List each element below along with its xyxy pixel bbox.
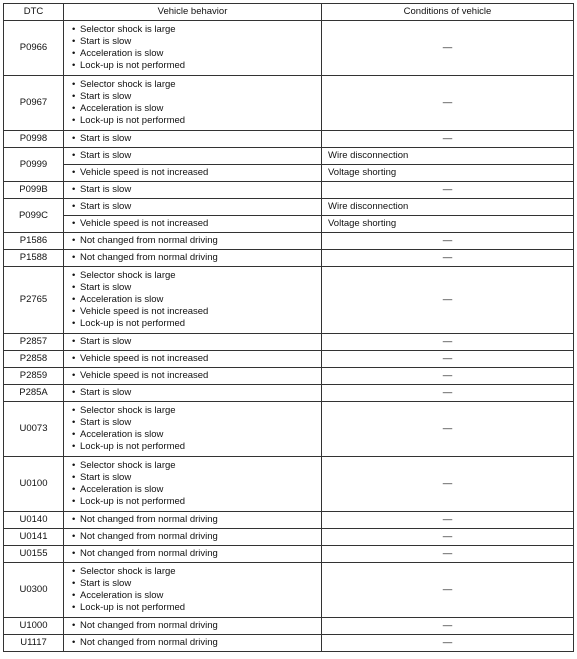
table-row xyxy=(4,635,574,652)
behavior-item: • Selector shock is large xyxy=(70,405,315,417)
dtc-code: P0998 xyxy=(4,131,64,148)
behavior-item: • Vehicle speed is not increased xyxy=(70,370,315,382)
table-row xyxy=(4,618,574,635)
behavior-item: • Lock-up is not performed xyxy=(70,318,315,330)
dtc-code: U0073 xyxy=(4,402,64,457)
vehicle-condition-cell: — xyxy=(322,635,574,652)
dtc-code: U1117 xyxy=(4,635,64,652)
behavior-list xyxy=(70,184,315,196)
table-row xyxy=(4,334,574,351)
behavior-item: • Start is slow xyxy=(70,36,315,48)
table-row xyxy=(4,148,574,165)
vehicle-condition-cell: — xyxy=(322,267,574,334)
table-row xyxy=(4,131,574,148)
table-row xyxy=(4,165,574,182)
behavior-list xyxy=(70,235,315,247)
vehicle-condition-cell: — xyxy=(322,131,574,148)
dtc-code: U1000 xyxy=(4,618,64,635)
table-row xyxy=(4,216,574,233)
vehicle-condition-cell: — xyxy=(322,546,574,563)
vehicle-behavior-cell xyxy=(64,385,322,402)
dtc-code: P099C xyxy=(4,199,64,233)
dtc-code: P1586 xyxy=(4,233,64,250)
behavior-item: • Selector shock is large xyxy=(70,79,315,91)
vehicle-behavior-cell xyxy=(64,250,322,267)
vehicle-behavior-cell xyxy=(64,529,322,546)
table-row xyxy=(4,76,574,131)
vehicle-behavior-cell xyxy=(64,351,322,368)
behavior-item: • Start is slow xyxy=(70,91,315,103)
behavior-list xyxy=(70,387,315,399)
header-row xyxy=(4,4,574,21)
behavior-item: • Selector shock is large xyxy=(70,566,315,578)
table-row xyxy=(4,529,574,546)
behavior-item: • Not changed from normal driving xyxy=(70,531,315,543)
dtc-code: U0141 xyxy=(4,529,64,546)
behavior-item: • Vehicle speed is not increased xyxy=(70,353,315,365)
table-row xyxy=(4,402,574,457)
table-row xyxy=(4,351,574,368)
dtc-code: U0300 xyxy=(4,563,64,618)
behavior-item: • Lock-up is not performed xyxy=(70,602,315,614)
table-row xyxy=(4,267,574,334)
header-vehicle-behavior: Vehicle behavior xyxy=(64,4,322,21)
table-row xyxy=(4,368,574,385)
behavior-item: • Start is slow xyxy=(70,417,315,429)
vehicle-behavior-cell xyxy=(64,546,322,563)
vehicle-condition-cell: — xyxy=(322,512,574,529)
dtc-code: P2857 xyxy=(4,334,64,351)
behavior-item: • Vehicle speed is not increased xyxy=(70,306,315,318)
vehicle-condition-cell: — xyxy=(322,334,574,351)
vehicle-condition-cell: — xyxy=(322,351,574,368)
behavior-list xyxy=(70,548,315,560)
vehicle-condition-cell: Wire disconnection xyxy=(322,199,574,216)
dtc-code: P0999 xyxy=(4,148,64,182)
table-row xyxy=(4,563,574,618)
vehicle-behavior-cell xyxy=(64,76,322,131)
behavior-list xyxy=(70,620,315,632)
vehicle-behavior-cell xyxy=(64,216,322,233)
behavior-item: • Start is slow xyxy=(70,282,315,294)
behavior-list xyxy=(70,353,315,365)
vehicle-behavior-cell xyxy=(64,21,322,76)
vehicle-behavior-cell xyxy=(64,368,322,385)
dtc-code: P099B xyxy=(4,182,64,199)
dtc-code: P0967 xyxy=(4,76,64,131)
vehicle-behavior-cell xyxy=(64,131,322,148)
table-row xyxy=(4,457,574,512)
header-dtc: DTC xyxy=(4,4,64,21)
vehicle-behavior-cell xyxy=(64,182,322,199)
behavior-item: • Start is slow xyxy=(70,184,315,196)
vehicle-condition-cell: — xyxy=(322,563,574,618)
table-row xyxy=(4,199,574,216)
table-row xyxy=(4,385,574,402)
behavior-item: • Start is slow xyxy=(70,336,315,348)
behavior-item: • Lock-up is not performed xyxy=(70,115,315,127)
vehicle-behavior-cell xyxy=(64,148,322,165)
behavior-item: • Start is slow xyxy=(70,387,315,399)
table-row xyxy=(4,546,574,563)
behavior-item: • Start is slow xyxy=(70,133,315,145)
vehicle-condition-cell: — xyxy=(322,250,574,267)
vehicle-condition-cell: — xyxy=(322,402,574,457)
vehicle-condition-cell: Voltage shorting xyxy=(322,165,574,182)
behavior-item: • Selector shock is large xyxy=(70,270,315,282)
vehicle-condition-cell: — xyxy=(322,182,574,199)
behavior-list xyxy=(70,563,315,617)
behavior-item: • Acceleration is slow xyxy=(70,590,315,602)
behavior-list xyxy=(70,201,315,213)
behavior-list xyxy=(70,637,315,649)
vehicle-condition-cell: — xyxy=(322,368,574,385)
vehicle-condition-cell: — xyxy=(322,618,574,635)
vehicle-behavior-cell xyxy=(64,457,322,512)
dtc-code: U0100 xyxy=(4,457,64,512)
behavior-list xyxy=(70,21,315,75)
behavior-item: • Not changed from normal driving xyxy=(70,514,315,526)
dtc-code: P2858 xyxy=(4,351,64,368)
behavior-item: • Start is slow xyxy=(70,150,315,162)
dtc-code: P0966 xyxy=(4,21,64,76)
behavior-item: • Lock-up is not performed xyxy=(70,441,315,453)
table-row xyxy=(4,233,574,250)
behavior-item: • Start is slow xyxy=(70,201,315,213)
behavior-list xyxy=(70,336,315,348)
table-row xyxy=(4,21,574,76)
behavior-list xyxy=(70,457,315,511)
behavior-item: • Acceleration is slow xyxy=(70,429,315,441)
behavior-item: • Not changed from normal driving xyxy=(70,235,315,247)
vehicle-condition-cell: — xyxy=(322,76,574,131)
behavior-list xyxy=(70,267,315,333)
vehicle-behavior-cell xyxy=(64,512,322,529)
behavior-item: • Start is slow xyxy=(70,578,315,590)
behavior-list xyxy=(70,402,315,456)
behavior-item: • Lock-up is not performed xyxy=(70,496,315,508)
vehicle-condition-cell: — xyxy=(322,21,574,76)
dtc-code: U0155 xyxy=(4,546,64,563)
behavior-item: • Acceleration is slow xyxy=(70,294,315,306)
header-conditions: Conditions of vehicle xyxy=(322,4,574,21)
vehicle-behavior-cell xyxy=(64,267,322,334)
behavior-item: • Not changed from normal driving xyxy=(70,620,315,632)
behavior-list xyxy=(70,150,315,162)
behavior-item: • Acceleration is slow xyxy=(70,103,315,115)
behavior-item: • Start is slow xyxy=(70,472,315,484)
dtc-behavior-table xyxy=(3,3,574,652)
behavior-list xyxy=(70,252,315,264)
vehicle-behavior-cell xyxy=(64,334,322,351)
behavior-item: • Not changed from normal driving xyxy=(70,637,315,649)
dtc-code: U0140 xyxy=(4,512,64,529)
behavior-list xyxy=(70,133,315,145)
behavior-item: • Acceleration is slow xyxy=(70,484,315,496)
vehicle-behavior-cell xyxy=(64,199,322,216)
vehicle-behavior-cell xyxy=(64,402,322,457)
behavior-list xyxy=(70,218,315,230)
behavior-item: • Not changed from normal driving xyxy=(70,548,315,560)
table-row xyxy=(4,512,574,529)
behavior-list xyxy=(70,531,315,543)
vehicle-behavior-cell xyxy=(64,165,322,182)
vehicle-condition-cell: Voltage shorting xyxy=(322,216,574,233)
dtc-code: P2765 xyxy=(4,267,64,334)
behavior-item: • Vehicle speed is not increased xyxy=(70,167,315,179)
behavior-list xyxy=(70,167,315,179)
vehicle-behavior-cell xyxy=(64,618,322,635)
vehicle-behavior-cell xyxy=(64,233,322,250)
vehicle-behavior-cell xyxy=(64,635,322,652)
behavior-list xyxy=(70,514,315,526)
behavior-item: • Vehicle speed is not increased xyxy=(70,218,315,230)
dtc-code: P1588 xyxy=(4,250,64,267)
table-row xyxy=(4,250,574,267)
behavior-item: • Acceleration is slow xyxy=(70,48,315,60)
behavior-list xyxy=(70,76,315,130)
vehicle-condition-cell: Wire disconnection xyxy=(322,148,574,165)
behavior-item: • Selector shock is large xyxy=(70,24,315,36)
vehicle-condition-cell: — xyxy=(322,233,574,250)
table-row xyxy=(4,182,574,199)
vehicle-condition-cell: — xyxy=(322,385,574,402)
vehicle-condition-cell: — xyxy=(322,529,574,546)
vehicle-behavior-cell xyxy=(64,563,322,618)
behavior-item: • Lock-up is not performed xyxy=(70,60,315,72)
behavior-item: • Not changed from normal driving xyxy=(70,252,315,264)
dtc-code: P2859 xyxy=(4,368,64,385)
vehicle-condition-cell: — xyxy=(322,457,574,512)
behavior-list xyxy=(70,370,315,382)
table-body xyxy=(4,21,574,652)
dtc-code: P285A xyxy=(4,385,64,402)
behavior-item: • Selector shock is large xyxy=(70,460,315,472)
